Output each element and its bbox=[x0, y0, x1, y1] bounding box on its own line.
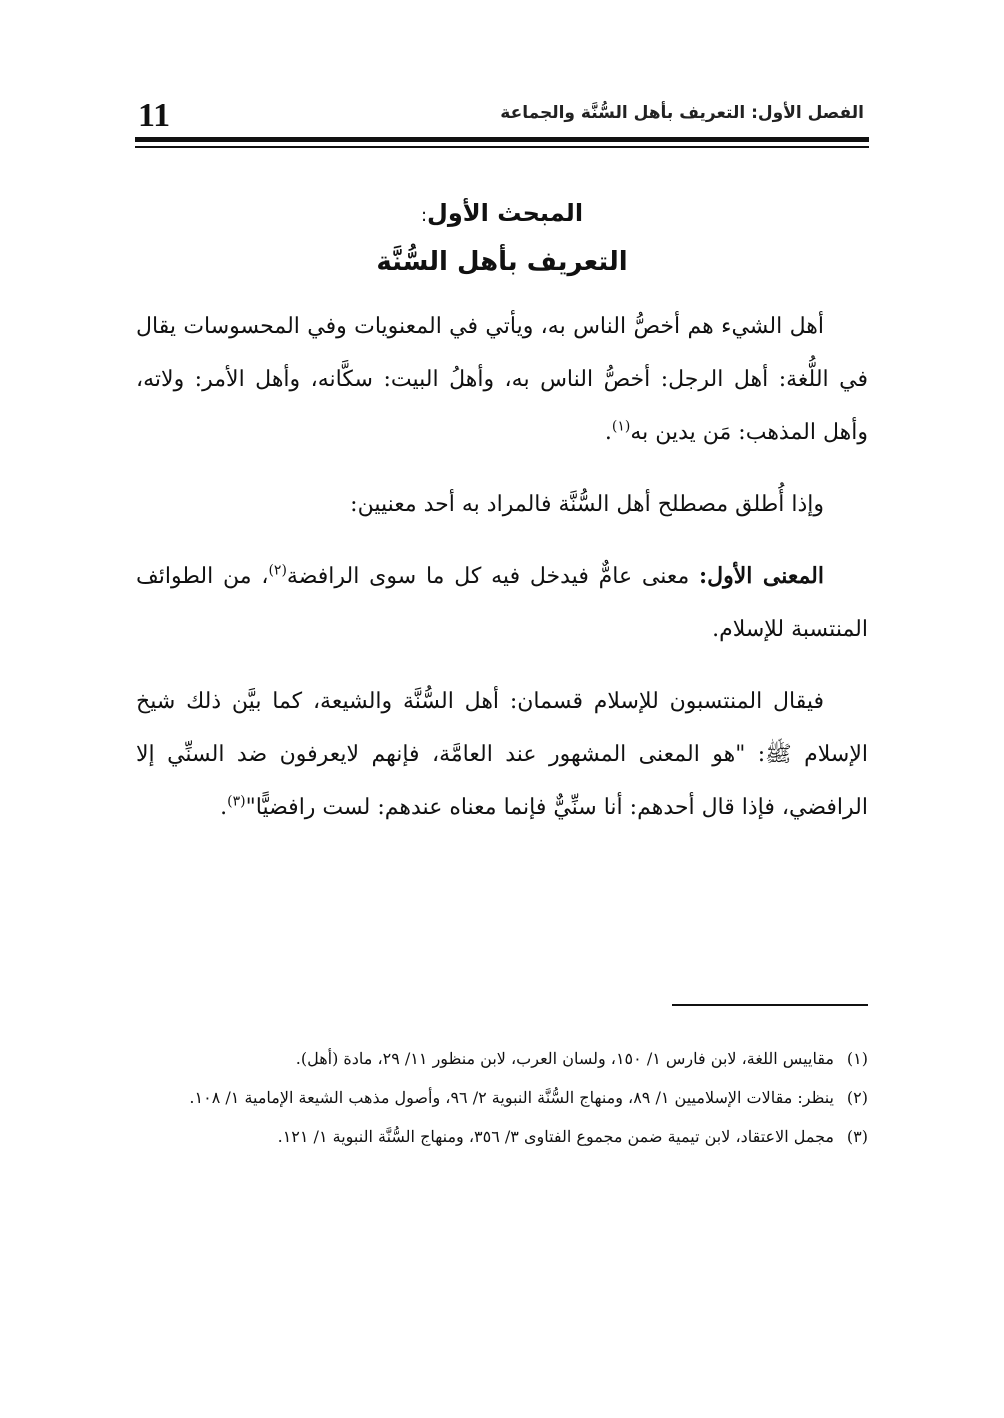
footnote-2-number: (٢) bbox=[846, 1088, 868, 1107]
footnote-1-number: (١) bbox=[846, 1049, 868, 1068]
footnote-1 bbox=[136, 1042, 868, 1075]
paragraph-3-text: معنى عامٌّ فيدخل فيه كل ما سوى الرافضة bbox=[286, 564, 690, 589]
footnote-ref-3[interactable]: (٣) bbox=[227, 793, 246, 810]
paragraph-2 bbox=[136, 478, 868, 531]
section-label-colon: : bbox=[420, 205, 428, 226]
footnote-1-text: مقاييس اللغة، لابن فارس ١/ ١٥٠، ولسان العرب، لابن منظور ١١/ ٢٩، مادة (أهل). bbox=[295, 1049, 834, 1068]
paragraph-1-end: . bbox=[604, 420, 612, 445]
footnote-2 bbox=[136, 1081, 868, 1114]
footnotes bbox=[136, 1042, 868, 1159]
paragraph-3 bbox=[136, 550, 868, 656]
paragraph-2-text: وإذا أُطلق مصطلح أهل السُّنَّة فالمراد به أحد معنيين: bbox=[350, 492, 824, 517]
footnote-3-number: (٣) bbox=[846, 1127, 868, 1146]
footnote-2-text: ينظر: مقالات الإسلاميين ١/ ٨٩، ومنهاج السُّنَّة النبوية ٢/ ٩٦، وأصول مذهب الشيعة الإمامية ١/ ١٠٨. bbox=[189, 1088, 834, 1107]
footnote-3 bbox=[136, 1120, 868, 1153]
paragraph-4 bbox=[136, 675, 868, 834]
footnote-ref-2[interactable]: (٢) bbox=[268, 562, 287, 579]
paragraph-4-end: . bbox=[220, 795, 228, 820]
header-rule-thick bbox=[135, 137, 869, 142]
paragraph-3-term: المعنى الأول: bbox=[699, 563, 824, 589]
section-title: التعريف بأهل السُّنَّة bbox=[376, 247, 628, 277]
body-text bbox=[136, 300, 868, 834]
paragraph-1-text: أهل الشيء هم أخصُّ الناس به، ويأتي في المعنويات وفي المحسوسات يقال في اللُّغة: أهل الرجل: أخصُّ الناس به، وأهلُ البيت: سكَّانه، وأهل الأمر: ولاته، وأهل المذهب: مَن يدين به bbox=[136, 314, 868, 445]
footnote-3-text: مجمل الاعتقاد، لابن تيمية ضمن مجموع الفتاوى ٣/ ٣٥٦، ومنهاج السُّنَّة النبوية ١/ ١٢١. bbox=[277, 1127, 834, 1146]
footnote-ref-1[interactable]: (١) bbox=[611, 418, 631, 435]
running-header: الفصل الأول: التعريف بأهل السُّنَّة والجماعة bbox=[500, 103, 864, 123]
paragraph-4-text: فيقال المنتسبون للإسلام قسمان: أهل السُّنَّة والشيعة، كما بيَّن ذلك شيخ الإسلام ﷺ: "هو المعنى المشهور عند العامَّة، فإنهم لايعرفون ضد السنِّي إلا الرافضي، فإذا قال أحدهم: أنا سنِّيٌّ فإنما معناه عندهم: لست رافضيًّا" bbox=[136, 689, 868, 820]
page-number: 11 bbox=[138, 97, 171, 134]
paragraph-3-end: ، من الطوائف المنتسبة للإسلام. bbox=[136, 564, 868, 642]
section-heading bbox=[135, 190, 869, 285]
paragraph-1 bbox=[136, 300, 868, 459]
section-label-line bbox=[135, 190, 869, 239]
header-rule-thin bbox=[135, 146, 869, 148]
footnote-separator bbox=[672, 1004, 868, 1006]
section-label: المبحث الأول bbox=[427, 199, 584, 227]
